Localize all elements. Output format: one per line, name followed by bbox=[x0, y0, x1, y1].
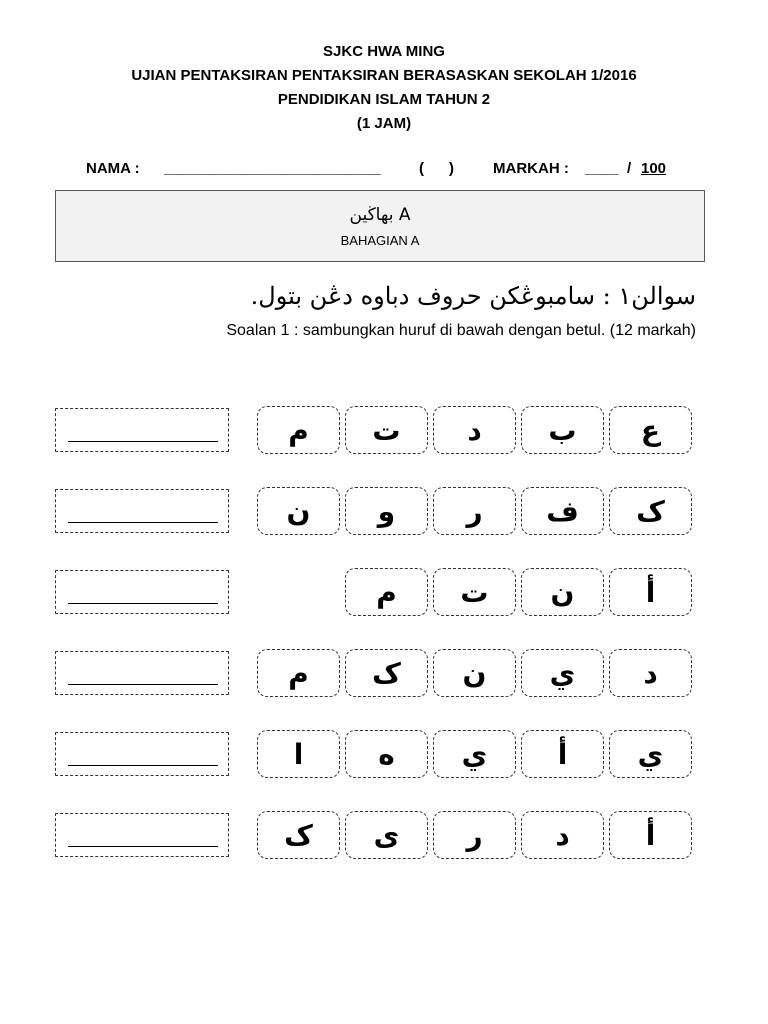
letter-box: ت bbox=[433, 568, 516, 616]
letter-box: د bbox=[521, 811, 604, 859]
letter-box: ي bbox=[521, 649, 604, 697]
answer-line bbox=[68, 603, 218, 604]
exercise-row bbox=[0, 730, 768, 780]
nama-label: NAMA : bbox=[86, 160, 140, 177]
answer-line bbox=[68, 522, 218, 523]
exercise-row bbox=[0, 487, 768, 537]
exercise-row bbox=[0, 811, 768, 861]
letter-box: م bbox=[345, 568, 428, 616]
exercise-row bbox=[0, 649, 768, 699]
class-number-field[interactable]: ( ) bbox=[419, 160, 454, 177]
letter-box: و bbox=[345, 487, 428, 535]
letter-box: ر bbox=[433, 487, 516, 535]
section-title-jawi: بهاڬين A bbox=[349, 205, 411, 225]
letter-box: ر bbox=[433, 811, 516, 859]
answer-line bbox=[68, 441, 218, 442]
letter-box: أ bbox=[521, 730, 604, 778]
answer-box[interactable] bbox=[55, 732, 229, 776]
question-rumi: Soalan 1 : sambungkan huruf di bawah dengan betul. (12 markah) bbox=[226, 322, 696, 339]
answer-box[interactable] bbox=[55, 813, 229, 857]
letter-box: ع bbox=[609, 406, 692, 454]
markah-label: MARKAH : bbox=[493, 160, 569, 177]
letter-box: م bbox=[257, 649, 340, 697]
letter-box: ف bbox=[521, 487, 604, 535]
letter-box: ن bbox=[257, 487, 340, 535]
answer-line bbox=[68, 846, 218, 847]
answer-box[interactable] bbox=[55, 408, 229, 452]
letter-box: ب bbox=[521, 406, 604, 454]
letter-box: ک bbox=[257, 811, 340, 859]
letter-box: ک bbox=[609, 487, 692, 535]
letter-box: أ bbox=[609, 568, 692, 616]
exam-duration: (1 JAM) bbox=[356, 115, 412, 132]
exercise-row bbox=[0, 406, 768, 456]
letter-box: ى bbox=[345, 811, 428, 859]
answer-box[interactable] bbox=[55, 489, 229, 533]
letter-box: د bbox=[609, 649, 692, 697]
markah-field[interactable]: ____ bbox=[585, 160, 619, 177]
letter-box: م bbox=[257, 406, 340, 454]
answer-line bbox=[68, 684, 218, 685]
markah-total: 100 bbox=[641, 160, 667, 177]
section-header bbox=[55, 190, 705, 262]
markah-slash: / bbox=[627, 160, 632, 177]
letter-box: ک bbox=[345, 649, 428, 697]
letter-box: ن bbox=[433, 649, 516, 697]
answer-box[interactable] bbox=[55, 651, 229, 695]
letter-box: أ bbox=[609, 811, 692, 859]
letter-box: ي bbox=[609, 730, 692, 778]
answer-box[interactable] bbox=[55, 570, 229, 614]
letter-box: ن bbox=[521, 568, 604, 616]
letter-box: ت bbox=[345, 406, 428, 454]
letter-box: ي bbox=[433, 730, 516, 778]
school-name: SJKC HWA MING bbox=[323, 43, 445, 60]
student-info-row bbox=[86, 160, 686, 186]
subject-title: PENDIDIKAN ISLAM TAHUN 2 bbox=[277, 91, 491, 108]
exam-header bbox=[0, 40, 768, 136]
answer-line bbox=[68, 765, 218, 766]
letter-box: ا bbox=[257, 730, 340, 778]
exam-title: UJIAN PENTAKSIRAN PENTAKSIRAN BERASASKAN SEKOLAH 1/2016 bbox=[131, 67, 637, 84]
letter-box: ه bbox=[345, 730, 428, 778]
exercise-row bbox=[0, 568, 768, 618]
question-jawi: سوالن١ : سامبوڠكن حروف دباوه دڠن بتول. bbox=[250, 282, 696, 310]
nama-field[interactable]: __________________________ bbox=[164, 160, 381, 177]
section-title-rumi: BAHAGIAN A bbox=[340, 233, 420, 248]
letter-box: د bbox=[433, 406, 516, 454]
